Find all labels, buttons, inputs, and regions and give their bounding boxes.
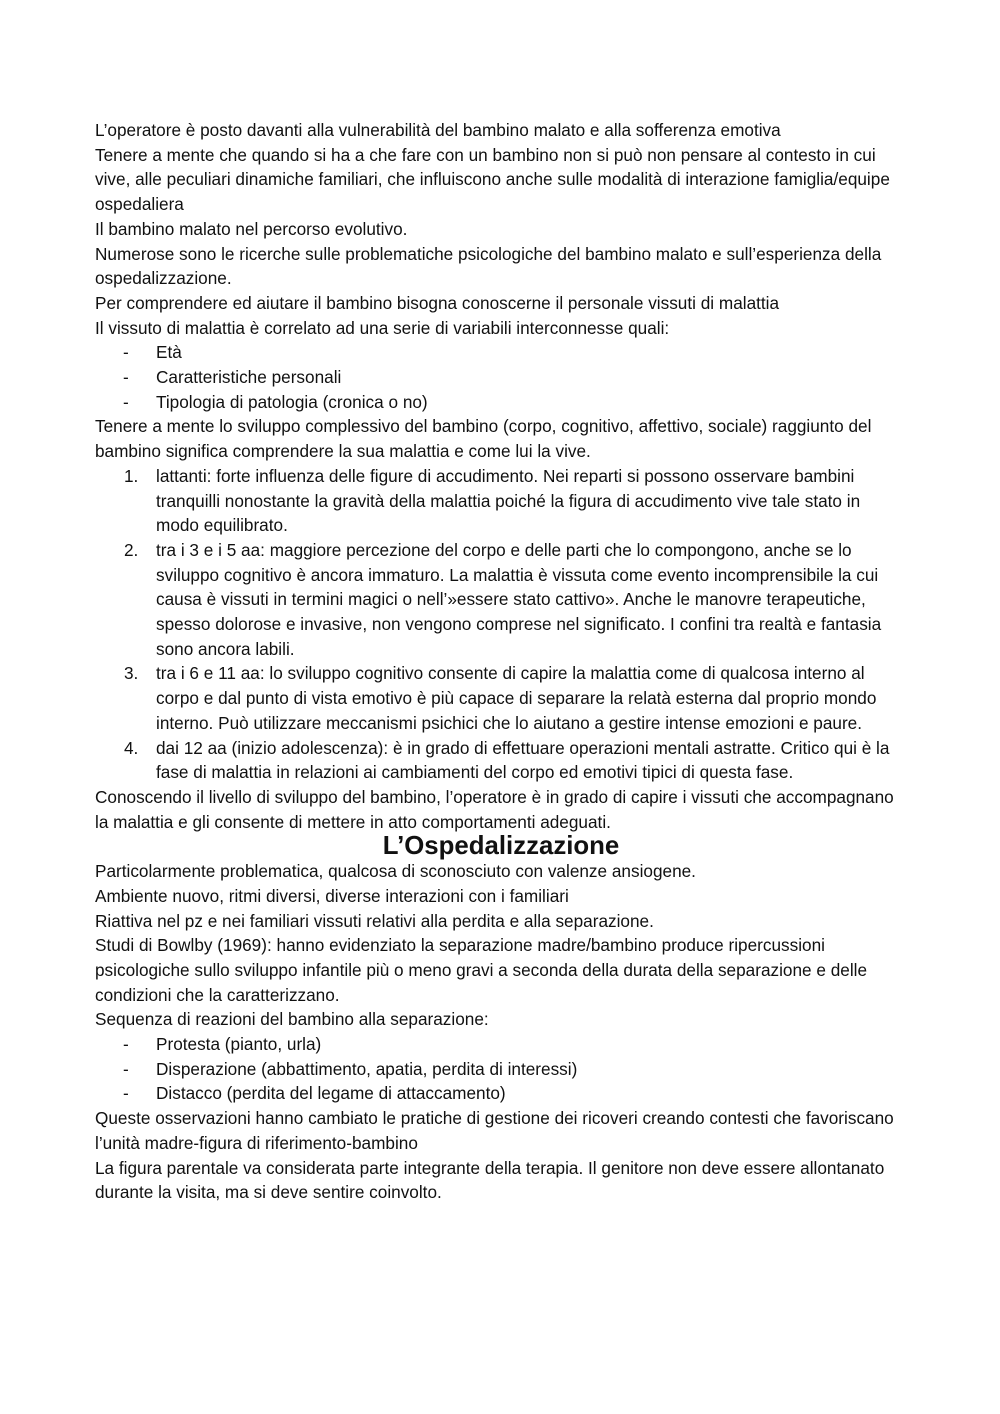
list-item	[95, 538, 907, 662]
intro-paragraph: Per comprendere ed aiutare il bambino bisogna conoscerne il personale vissuti di malattia	[95, 292, 780, 313]
reactions-list	[95, 1032, 907, 1106]
intro-paragraph: Il vissuto di malattia è correlato ad una serie di variabili interconnesse quali:	[95, 317, 670, 338]
closing-paragraph: Queste osservazioni hanno cambiato le pratiche di gestione dei ricoveri creando contesti che favoriscano l’unità madre-figura di riferimento-bambino	[95, 1108, 894, 1153]
list-item	[95, 390, 907, 415]
dash-marker: -	[123, 342, 129, 363]
intro-paragraph: Tenere a mente che quando si ha a che fare con un bambino non si può non pensare al contesto in cui vive, alle peculiari dinamiche familiari, che influiscono anche sulle modalità di interazione famiglia/equipe ospedaliera	[95, 144, 890, 215]
list-item	[95, 464, 907, 538]
list-number: 3.	[124, 663, 139, 684]
hosp-paragraph: Ambiente nuovo, ritmi diversi, diverse interazioni con i familiari	[95, 885, 569, 906]
intro-paragraph: L’operatore è posto davanti alla vulnerabilità del bambino malato e alla sofferenza emotiva	[95, 120, 781, 140]
development-paragraph: Tenere a mente lo sviluppo complessivo del bambino (corpo, cognitivo, affettivo, sociale) raggiunto del bambino significa comprendere la sua malattia e come lui la vive.	[95, 416, 872, 462]
document-page	[95, 118, 907, 1205]
list-item	[95, 1057, 907, 1082]
variables-list	[95, 340, 907, 414]
list-item	[95, 1032, 907, 1057]
hosp-paragraph: Riattiva nel pz e nei familiari vissuti relativi alla perdita e alla separazione.	[95, 910, 654, 931]
list-item-text: dai 12 aa (inizio adolescenza): è in grado di effettuare operazioni mentali astratte. Critico qui è la fase di malattia in relazioni ai cambiamenti del corpo ed emotivi tipici di questa fase.	[156, 737, 890, 783]
section-heading: L’Ospedalizzazione	[382, 832, 620, 861]
intro-paragraph: Numerose sono le ricerche sulle problematiche psicologiche del bambino malato e sull’esperienza della ospedalizzazione.	[95, 243, 882, 289]
dash-marker: -	[123, 391, 129, 412]
hosp-paragraph: Sequenza di reazioni del bambino alla separazione:	[95, 1009, 489, 1030]
intro-paragraph: Il bambino malato nel percorso evolutivo.	[95, 218, 408, 239]
hosp-paragraph: Particolarmente problematica, qualcosa di sconosciuto con valenze ansiogene.	[95, 861, 696, 882]
list-item-text: Disperazione (abbattimento, apatia, perdita di interessi)	[156, 1058, 578, 1079]
dash-marker: -	[123, 1083, 129, 1104]
conclusion-paragraph: Conoscendo il livello di sviluppo del bambino, l’operatore è in grado di capire i vissuti che accompagnano la malattia e gli consente di mettere in atto comportamenti adeguati.	[95, 786, 894, 832]
list-item	[95, 365, 907, 390]
closing-paragraph: La figura parentale va considerata parte integrante della terapia. Il genitore non deve essere allontanato durante la visita, ma si deve sentire coinvolto.	[95, 1157, 885, 1203]
list-item-text: tra i 3 e i 5 aa: maggiore percezione del corpo e delle parti che lo compongono, anche se lo sviluppo cognitivo è ancora immaturo. La malattia è vissuta come evento incomprensibile la cui causa è vissuti in termini magici o nell’»essere stato cattivo». Anche le manovre terapeutiche, spesso dolorose e invasive, non vengono comprese nel significato. I confini tra realtà e fantasia sono ancora labili.	[156, 539, 882, 659]
list-item-text: Caratteristiche personali	[156, 367, 342, 388]
hosp-paragraph: Studi di Bowlby (1969): hanno evidenziato la separazione madre/bambino produce ripercussioni psicologiche sullo sviluppo infantile più o meno gravi a seconda della durata della separazione e delle condizioni che la caratterizzano.	[95, 935, 868, 1005]
list-item	[95, 1081, 907, 1106]
list-item	[95, 340, 907, 365]
list-number: 2.	[124, 539, 139, 560]
list-number: 4.	[124, 737, 139, 758]
list-item-text: Protesta (pianto, urla)	[156, 1034, 322, 1055]
dash-marker: -	[123, 367, 129, 388]
list-item-text: lattanti: forte influenza delle figure di accudimento. Nei reparti si possono osservare bambini tranquilli nonostante la gravità della malattia poiché la figura di accudimento vive tale stato in modo equilibrato.	[156, 465, 861, 536]
dash-marker: -	[123, 1034, 129, 1055]
stages-list	[95, 464, 907, 785]
list-item-text: Età	[156, 342, 182, 363]
dash-marker: -	[123, 1058, 129, 1079]
list-number: 1.	[124, 465, 139, 486]
list-item-text: Tipologia di patologia (cronica o no)	[156, 391, 428, 412]
list-item	[95, 736, 907, 785]
list-item	[95, 661, 907, 735]
list-item-text: Distacco (perdita del legame di attaccamento)	[156, 1083, 506, 1104]
list-item-text: tra i 6 e 11 aa: lo sviluppo cognitivo consente di capire la malattia come di qualcosa interno al corpo e dal punto di vista emotivo è più capace di separare la relatà esterna dal proprio mondo interno. Può utilizzare meccanismi psichici che lo aiutano a gestire intense emozioni e paure.	[156, 663, 877, 733]
